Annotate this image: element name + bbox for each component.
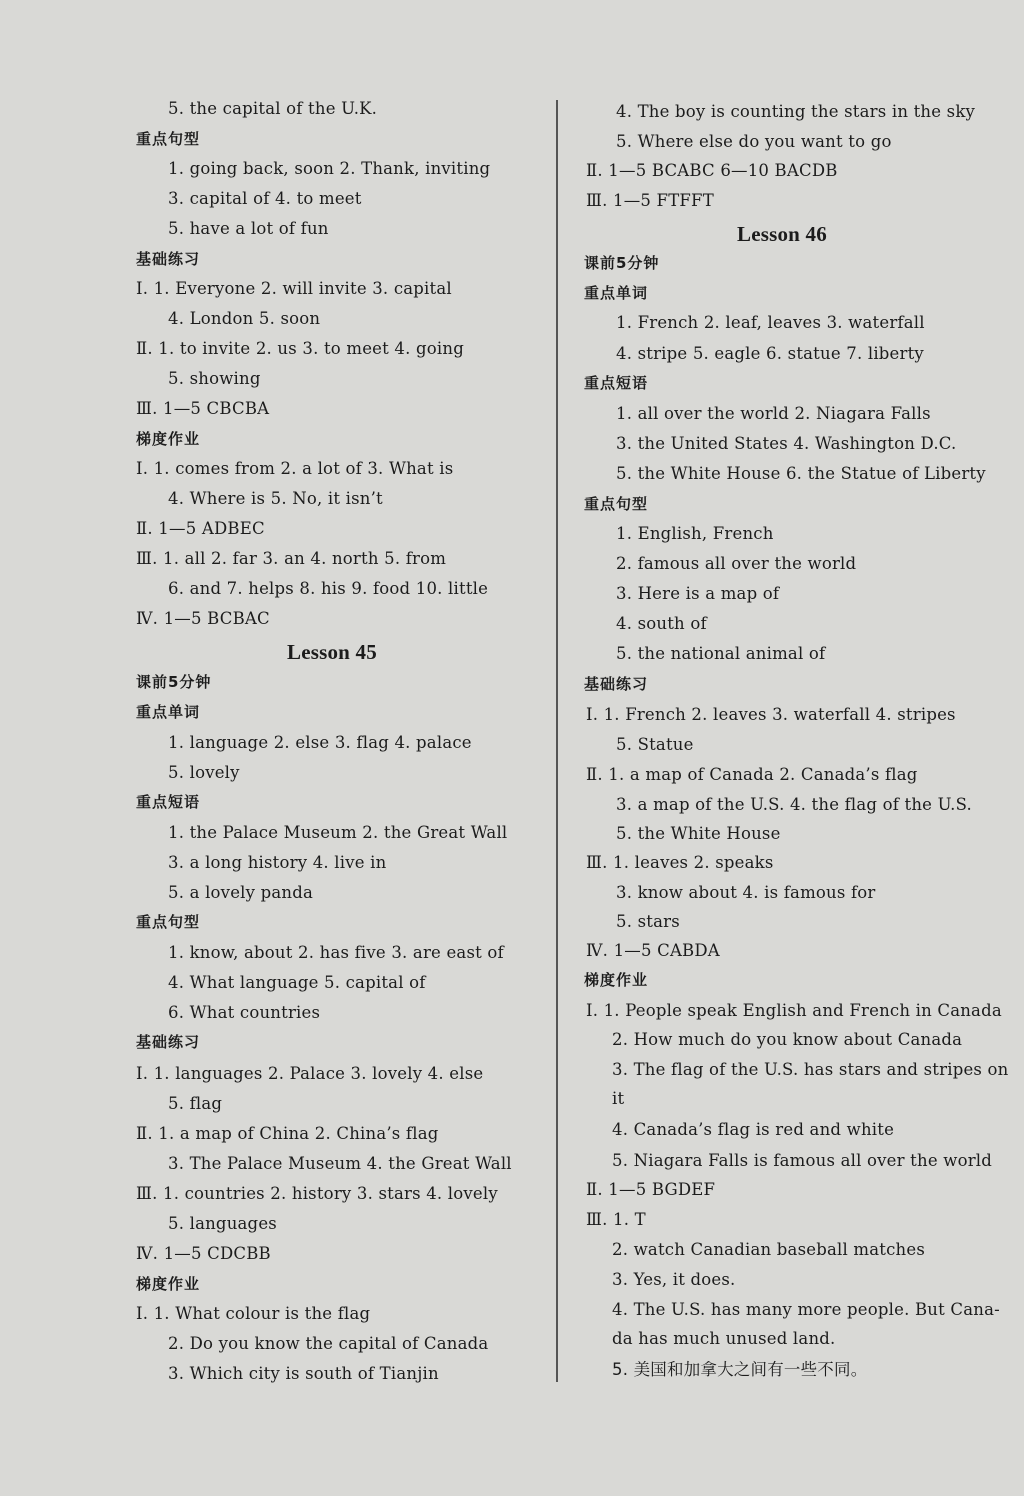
text-line: 1. the Palace Museum 2. the Great Wall xyxy=(168,823,508,842)
section-heading: 基础练习 xyxy=(584,675,649,693)
text-line: 4. London 5. soon xyxy=(168,309,321,328)
lesson-title: Lesson 46 xyxy=(737,222,827,246)
text-line: 1. know, about 2. has five 3. are east of xyxy=(168,943,504,962)
text-line: 5. stars xyxy=(616,912,680,931)
text-line: 2. Do you know the capital of Canada xyxy=(168,1334,489,1353)
text-line: Ⅱ. 1. a map of China 2. China’s flag xyxy=(136,1124,439,1143)
section-heading: 梯度作业 xyxy=(136,430,201,448)
section-heading: 重点句型 xyxy=(584,495,649,513)
text-line: 5. have a lot of fun xyxy=(168,219,329,238)
text-line: 5. lovely xyxy=(168,763,240,782)
text-line: Ⅱ. 1. to invite 2. us 3. to meet 4. going xyxy=(136,339,464,358)
text-line: 3. know about 4. is famous for xyxy=(616,883,876,902)
text-line: 3. The Palace Museum 4. the Great Wall xyxy=(168,1154,512,1173)
text-line: 5. the White House 6. the Statue of Liberty xyxy=(616,464,986,483)
text-line: 2. watch Canadian baseball matches xyxy=(612,1240,926,1259)
section-heading: 重点单词 xyxy=(136,703,201,721)
text-line: 5. flag xyxy=(168,1094,223,1113)
text-line: Ⅲ. 1. all 2. far 3. an 4. north 5. from xyxy=(136,549,447,568)
text-line: 5. Where else do you want to go xyxy=(616,132,892,151)
text-line: 3. Yes, it does. xyxy=(612,1270,736,1289)
text-line: 3. a long history 4. live in xyxy=(168,853,387,872)
text-line: 4. The U.S. has many more people. But Cana- xyxy=(612,1300,1000,1319)
text-line: Ⅱ. 1—5 BCABC 6—10 BACDB xyxy=(586,161,838,180)
text-line: Ⅲ. 1. leaves 2. speaks xyxy=(586,853,774,872)
text-line: 1. all over the world 2. Niagara Falls xyxy=(616,404,931,423)
text-line: Ⅰ. 1. What colour is the flag xyxy=(136,1304,371,1323)
lesson-title: Lesson 45 xyxy=(287,640,377,664)
text-line: 1. English, French xyxy=(616,524,774,543)
text-line: Ⅱ. 1. a map of Canada 2. Canada’s flag xyxy=(586,765,918,784)
section-heading: 重点句型 xyxy=(136,130,201,148)
text-line: 6. and 7. helps 8. his 9. food 10. little xyxy=(168,579,489,598)
text-line: 3. capital of 4. to meet xyxy=(168,189,362,208)
text-line: 6. What countries xyxy=(168,1003,321,1022)
text-line: Ⅲ. 1—5 CBCBA xyxy=(136,399,270,418)
text-line: Ⅰ. 1. comes from 2. a lot of 3. What is xyxy=(136,459,454,478)
text-line: 5. Statue xyxy=(616,735,694,754)
text-line: 3. Here is a map of xyxy=(616,584,780,603)
text-line: 4. The boy is counting the stars in the sky xyxy=(616,102,976,121)
text-line: 3. a map of the U.S. 4. the flag of the U.S. xyxy=(616,795,972,814)
text-line: 4. stripe 5. eagle 6. statue 7. liberty xyxy=(616,344,924,363)
section-heading: 课前5分钟 xyxy=(584,254,660,272)
text-line: Ⅳ. 1—5 CABDA xyxy=(586,941,720,960)
text-line: 1. language 2. else 3. flag 4. palace xyxy=(168,733,472,752)
text-line: 4. Where is 5. No, it isn’t xyxy=(168,489,383,508)
text-line: Ⅲ. 1. T xyxy=(586,1210,646,1229)
text-line: da has much unused land. xyxy=(612,1329,836,1348)
text-line: Ⅲ. 1. countries 2. history 3. stars 4. lovely xyxy=(136,1184,498,1203)
text-line: 5. a lovely panda xyxy=(168,883,314,902)
text-line: Ⅰ. 1. languages 2. Palace 3. lovely 4. else xyxy=(136,1064,484,1083)
text-line: 3. The flag of the U.S. has stars and stripes on xyxy=(612,1060,1009,1079)
text-line: 3. Which city is south of Tianjin xyxy=(168,1364,439,1383)
section-heading: 重点短语 xyxy=(136,793,201,811)
section-heading: 梯度作业 xyxy=(584,971,649,989)
text-line: 3. the United States 4. Washington D.C. xyxy=(616,434,957,453)
text-line: Ⅰ. 1. Everyone 2. will invite 3. capital xyxy=(136,279,452,298)
section-heading: 重点单词 xyxy=(584,284,649,302)
text-line: 4. south of xyxy=(616,614,707,633)
text-line: 5. Niagara Falls is famous all over the world xyxy=(612,1151,993,1170)
text-line: 2. famous all over the world xyxy=(616,554,857,573)
text-line: 5. 美国和加拿大之间有一些不同。 xyxy=(612,1360,868,1379)
text-line: 5. languages xyxy=(168,1214,277,1233)
text-line: 1. going back, soon 2. Thank, inviting xyxy=(168,159,491,178)
text-line: 5. the White House xyxy=(616,824,781,843)
text-line: 4. What language 5. capital of xyxy=(168,973,426,992)
section-heading: 梯度作业 xyxy=(136,1275,201,1293)
text-line: Ⅱ. 1—5 BGDEF xyxy=(586,1180,716,1199)
text-line: 4. Canada’s flag is red and white xyxy=(612,1120,895,1139)
text-line: Ⅱ. 1—5 ADBEC xyxy=(136,519,265,538)
text-line: it xyxy=(612,1089,625,1108)
text-line: Ⅳ. 1—5 BCBAC xyxy=(136,609,270,628)
text-line: 5. the national animal of xyxy=(616,644,826,663)
text-line: 2. How much do you know about Canada xyxy=(612,1030,963,1049)
section-heading: 重点短语 xyxy=(584,374,649,392)
section-heading: 基础练习 xyxy=(136,1033,201,1051)
text-line: Ⅰ. 1. French 2. leaves 3. waterfall 4. stripes xyxy=(586,705,956,724)
text-line: Ⅰ. 1. People speak English and French in Canada xyxy=(586,1001,1002,1020)
column-divider xyxy=(556,100,558,1382)
text-line: 1. French 2. leaf, leaves 3. waterfall xyxy=(616,313,925,332)
section-heading: 课前5分钟 xyxy=(136,673,212,691)
text-line: 5. showing xyxy=(168,369,261,388)
section-heading: 重点句型 xyxy=(136,913,201,931)
text-line: Ⅲ. 1—5 FTFFT xyxy=(586,191,714,210)
text-line: Ⅳ. 1—5 CDCBB xyxy=(136,1244,271,1263)
text-line: 5. the capital of the U.K. xyxy=(168,99,378,118)
section-heading: 基础练习 xyxy=(136,250,201,268)
